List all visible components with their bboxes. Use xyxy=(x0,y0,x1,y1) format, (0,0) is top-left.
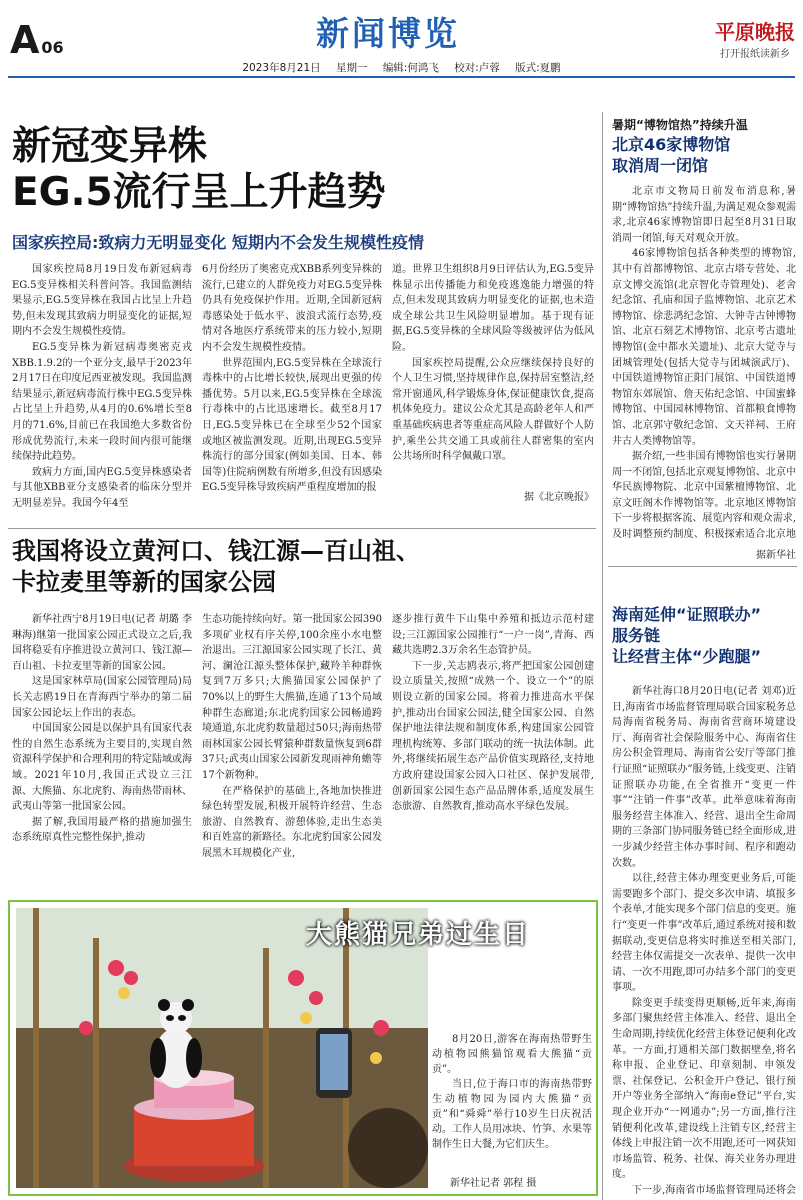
sidebar1-body xyxy=(612,184,796,544)
paragraph: 除变更手续变得更顺畅,近年来,海南多部门聚焦经营主体准入、经营、退出全生命周期,持续优化经营主体登记便利化改革。一方面,打通相关部门数据壁垒,将名称申报、企业登记、印章刻制、申领发票、社保登记、公积金开户登记、银行预开户等业务全部纳入“海南e登记”平台,实现企业开办“一网通办”;另一方面,推行注销便利化改革,建设线上注销专区,经营主体线上申报注销一次不用跑,还可一网获知市场监管、税务、社保、海关业务办理进度。 xyxy=(612,997,796,1181)
sidebar2-headline xyxy=(612,604,761,667)
story1-column-3 xyxy=(392,262,594,480)
issue-date: 2023年8月21日 xyxy=(242,62,321,74)
paragraph: 据了解,我国用最严格的措施加强生态系统原真性完整性保护,推动 xyxy=(12,816,192,844)
story2-headline-line1: 我国将设立黄河口、钱江源—百山祖、 xyxy=(12,537,420,565)
editor: 编辑:何鸿飞 xyxy=(382,62,439,74)
paragraph: 这是国家林草局(国家公园管理局)局长关志鸥19日在青海西宁举办的第二届国家公园论坛上作出的表态。 xyxy=(12,676,192,719)
paragraph: 北京市文物局日前发布消息称,暑期“博物馆热”持续升温,为满足观众参观需求,北京46家博物馆即日起至8月31日取消周一闭馆,每天对观众开放。 xyxy=(612,186,796,244)
paragraph: 据介绍,一些非国有博物馆也实行暑期周一不闭馆,包括北京观复博物馆、北京中华民族博物院、北京中国紫檀博物馆、北京文旺阁木作博物馆等。北京地区博物馆下一步将根据客流、展览内容和观众需求,及时调整预约制度、积极探索适合北京地 xyxy=(612,451,796,541)
paragraph: 中国国家公园是以保护具有国家代表性的自然生态系统为主要目的,实现自然资源科学保护和合理利用的特定陆域或海域。2021年10月,我国正式设立三江源、大熊猫、东北虎豹、海南热带雨林、武夷山等第一批国家公园。 xyxy=(12,723,192,813)
photo-caption xyxy=(432,1032,592,1152)
photo-title: 大熊猫兄弟过生日 xyxy=(306,920,531,950)
paragraph: 国家疾控局8月19日发布新冠病毒EG.5变异株相关科普问答。我国监测结果显示,EG.5变异株在我国占比呈上升趋势,但未发现其致病力明显变化的证据,短期内不会发生规模性疫情。 xyxy=(12,264,192,338)
story1-column-1 xyxy=(12,262,192,510)
story1-headline-line1: 新冠变异株 xyxy=(12,124,208,169)
sidebar2-body xyxy=(612,684,796,1196)
sidebar1-source: 据新华社 xyxy=(756,550,796,561)
sidebar2-headline-line3: 让经营主体“少跑腿” xyxy=(612,647,762,666)
story1-column-2 xyxy=(202,262,382,510)
paragraph: 逐步推行黄牛下山集中养殖和抵边示范村建设;三江源国家公园推行“一户一岗”,青海、西藏共选聘2.3万余名生态管护员。 xyxy=(392,614,594,657)
newspaper-brand xyxy=(715,16,795,60)
paragraph: 下一步,关志鸥表示,将严把国家公园创建设立质量关,按照“成熟一个、设立一个”的原则设立新的国家公园。将着力推进高水平保护,推动出台国家公园法,健全国家公园、自然保护地法律法规和制度体系,构建国家公园管理机构统筹、多部门联动的统一执法体制。此外,将继续拓展生态产品价值实现路径,支持地方政府建设国家公园入口社区、保护发展带,创新国家公园生态产品品牌体系,适度发展生态旅游、自然教育,推动高水平绿色发展。 xyxy=(392,660,594,813)
page-digits: 06 xyxy=(41,38,64,57)
brand-logo: 平原晚报 xyxy=(715,20,795,44)
sidebar1-kicker: 暑期“博物馆热”持续升温 xyxy=(612,118,748,132)
paragraph: 6月份经历了奥密克戎XBB系列变异株的流行,已建立的人群免疫力对EG.5变异株仍具有免疫保护作用。近期,全国新冠病毒感染处于低水平、波浪式流行态势,疫情对各地医疗系统带来的压力较小,短期内不会发生规模性疫情。 xyxy=(202,264,382,353)
story2-headline xyxy=(12,536,420,598)
masthead-rule xyxy=(8,76,795,78)
story2-column-3 xyxy=(392,612,594,892)
story1-source: 据《北京晚报》 xyxy=(524,492,594,503)
paragraph: 生态功能持续向好。第一批国家公园390多项矿业权有序关停,100余座小水电整治退出。三江源国家公园实现了长江、黄河、澜沧江源头整体保护,藏羚羊种群恢复到7万多只;大熊猫国家公园保护了70%以上的野生大熊猫,连通了13个局域种群生态廊道;东北虎豹国家公园畅通跨境通道,东北虎豹数量超过50只;海南热带雨林国家公园长臂猿种群数量恢复到6群37只;武夷山国家公园新发现雨神角蟾等17个新物种。 xyxy=(202,614,382,781)
weekday: 星期一 xyxy=(335,62,368,74)
paragraph: 国家疾控局提醒,公众应继续保持良好的个人卫生习惯,坚持规律作息,保持居室整洁,经常开窗通风,科学锻炼身体,保证健康饮食,提高机体免疫力。建议公众尤其是高龄老年人和严重基础疾病患者等重症高风险人群做好个人防护,乘坐公共交通工具或前往人群密集的室内公共场所时科学佩戴口罩。 xyxy=(392,357,594,463)
section-title: 新闻博览 xyxy=(316,14,460,53)
caption-paragraph: 当日,位于海口市的海南热带野生动植物园为园内大熊猫“贡贡”和“舜舜”举行10岁生日庆祝活动。工作人员用冰块、竹笋、水果等制作生日大餐,为它们庆生。 xyxy=(432,1079,592,1150)
story1-subhead: 国家疾控局:致病力无明显变化 短期内不会发生规模性疫情 xyxy=(12,233,424,252)
story2-column-2 xyxy=(202,612,382,892)
photo-feature-box xyxy=(8,900,598,1196)
paragraph: 在严格保护的基础上,各地加快推进绿色转型发展,积极开展特许经营、生态旅游、自然教育、游憩体验,走出生态美和百姓富的新路径。东北虎豹国家公园发展黑木耳规模化产业, xyxy=(202,785,382,859)
story2-column-1 xyxy=(12,612,192,892)
photo-credit: 新华社记者 郭程 摄 xyxy=(450,1178,537,1189)
paragraph: 致病力方面,国内EG.5变异株感染者与其他XBB亚分支感染者的临床分型并无明显差异。我国今年4至 xyxy=(12,466,192,509)
story2-headline-line2: 卡拉麦里等新的国家公园 xyxy=(12,568,276,596)
caption-paragraph: 8月20日,游客在海南热带野生动植物园熊猫馆观看大熊猫“贡贡”。 xyxy=(432,1034,592,1075)
paragraph: 新华社西宁8月19日电(记者 胡璐 李琳海)继第一批国家公园正式设立之后,我国将稳妥有序推进设立黄河口、钱江源—百山祖、卡拉麦里等新的国家公园。 xyxy=(12,614,192,672)
paragraph: 下一步,海南省市场监督管理局还将会 xyxy=(632,1185,796,1196)
sidebar1-headline-line2: 取消周一闭馆 xyxy=(612,156,709,175)
column-divider xyxy=(602,112,603,1200)
masthead xyxy=(0,0,803,74)
story-separator xyxy=(8,528,596,529)
paragraph: EG.5变异株为新冠病毒奥密克戎XBB.1.9.2的一个亚分支,最早于2023年2月17日在印度尼西亚被发现。我国监测结果显示,新冠病毒流行株中EG.5变异株占比呈上升趋势,从4月的0.6%增长至8月的71.6%,目前已在我国绝大多数省份形成优势流行,未来一段时间内很可能继续保持此趋势。 xyxy=(12,341,192,463)
paragraph: 道。世界卫生组织8月9日评估认为,EG.5变异株显示出传播能力和免疫逃逸能力增强的特点,但未发现其致病力明显变化的证据,也未造成全球公共卫生风险明显增加。基于现有证据,EG.5变异株的全球风险等级被评估为低风险。 xyxy=(392,264,594,353)
layout-credit: 版式:夏鹏 xyxy=(515,62,561,74)
sidebar2-headline-line1: 海南延伸“证照联办” xyxy=(612,605,762,624)
page-number xyxy=(10,18,64,62)
paragraph: 世界范围内,EG.5变异株在全球流行毒株中的占比增长较快,展现出更强的传播优势。5月以来,EG.5变异株在全球流行毒株中的占比迅速增长。截至8月17日,EG.5变异株已在全球至少52个国家或地区被监测发现。近期,出现EG.5变异株流行的部分国家(例如美国、日本、韩国等)住院病例数有所增多,但没有因感染EG.5变异株导致疾病严重程度增加的报 xyxy=(202,357,382,494)
brand-slogan: 打开报纸读新乡 xyxy=(720,49,790,60)
paragraph: 以往,经营主体办理变更业务后,可能需要跑多个部门、提交多次申请、填报多个表单,才能实现多个部门信息的变更。施行“变更一件事”改革后,通过系统对接和数据联动,变更信息将实时推送至相关部门,经营主体仅需提交一次表单、提供一次申请、一次不用跑,即可办结多个部门的变更事项。 xyxy=(612,873,796,994)
story1-headline xyxy=(12,124,386,216)
sidebar1-headline-line1: 北京46家博物馆 xyxy=(612,135,731,154)
paragraph: 新华社海口8月20日电(记者 刘邓)近日,海南省市场监督管理局联合国家税务总局海南省税务局、海南省营商环境建设厅、海南省社会保险服务中心、海南省住房公积金管理局、海南省公安厅等部门推行证照“证照联办”服务链,上线变更、注销证照联办功能,在全省推开“变更一件事”“注销一件事”改革。此举意味着海南服务经营主体准入、经营、退出全生命周期的三条部门协同服务链已经全面形成,进一步减少经营主体办事时间、程序和跑动次数。 xyxy=(612,686,796,869)
dateline xyxy=(0,60,803,75)
sidebar1-headline xyxy=(612,134,730,176)
paragraph: 46家博物馆包括各种类型的博物馆,其中有首都博物馆、北京古塔专营处、北京文博交流馆(北京智化寺管理处)、老舍纪念馆、孔庙和国子监博物馆、北京艺术博物馆、徐悲鸿纪念馆、大钟寺古钟博物馆、北京石刻艺术博物馆、北京考古遗址博物馆(金中都水关遗址)、北京大觉寺与团城管理处(包括大觉寺与团城演武厅)、中国铁道博物馆正阳门展馆、中国铁道博物馆东郊展馆、詹天佑纪念馆、中国蜜蜂博物馆、中国园林博物馆、首都粮食博物馆、北京郭守敬纪念馆、文天祥祠、王府井古人类博物馆等。 xyxy=(612,248,796,447)
proofreader: 校对:卢蓉 xyxy=(454,62,500,74)
sidebar2-headline-line2: 服务链 xyxy=(612,626,661,645)
story1-headline-line2: EG.5流行呈上升趋势 xyxy=(12,170,386,215)
sidebar-separator xyxy=(608,566,797,567)
page-letter: A xyxy=(10,18,40,62)
